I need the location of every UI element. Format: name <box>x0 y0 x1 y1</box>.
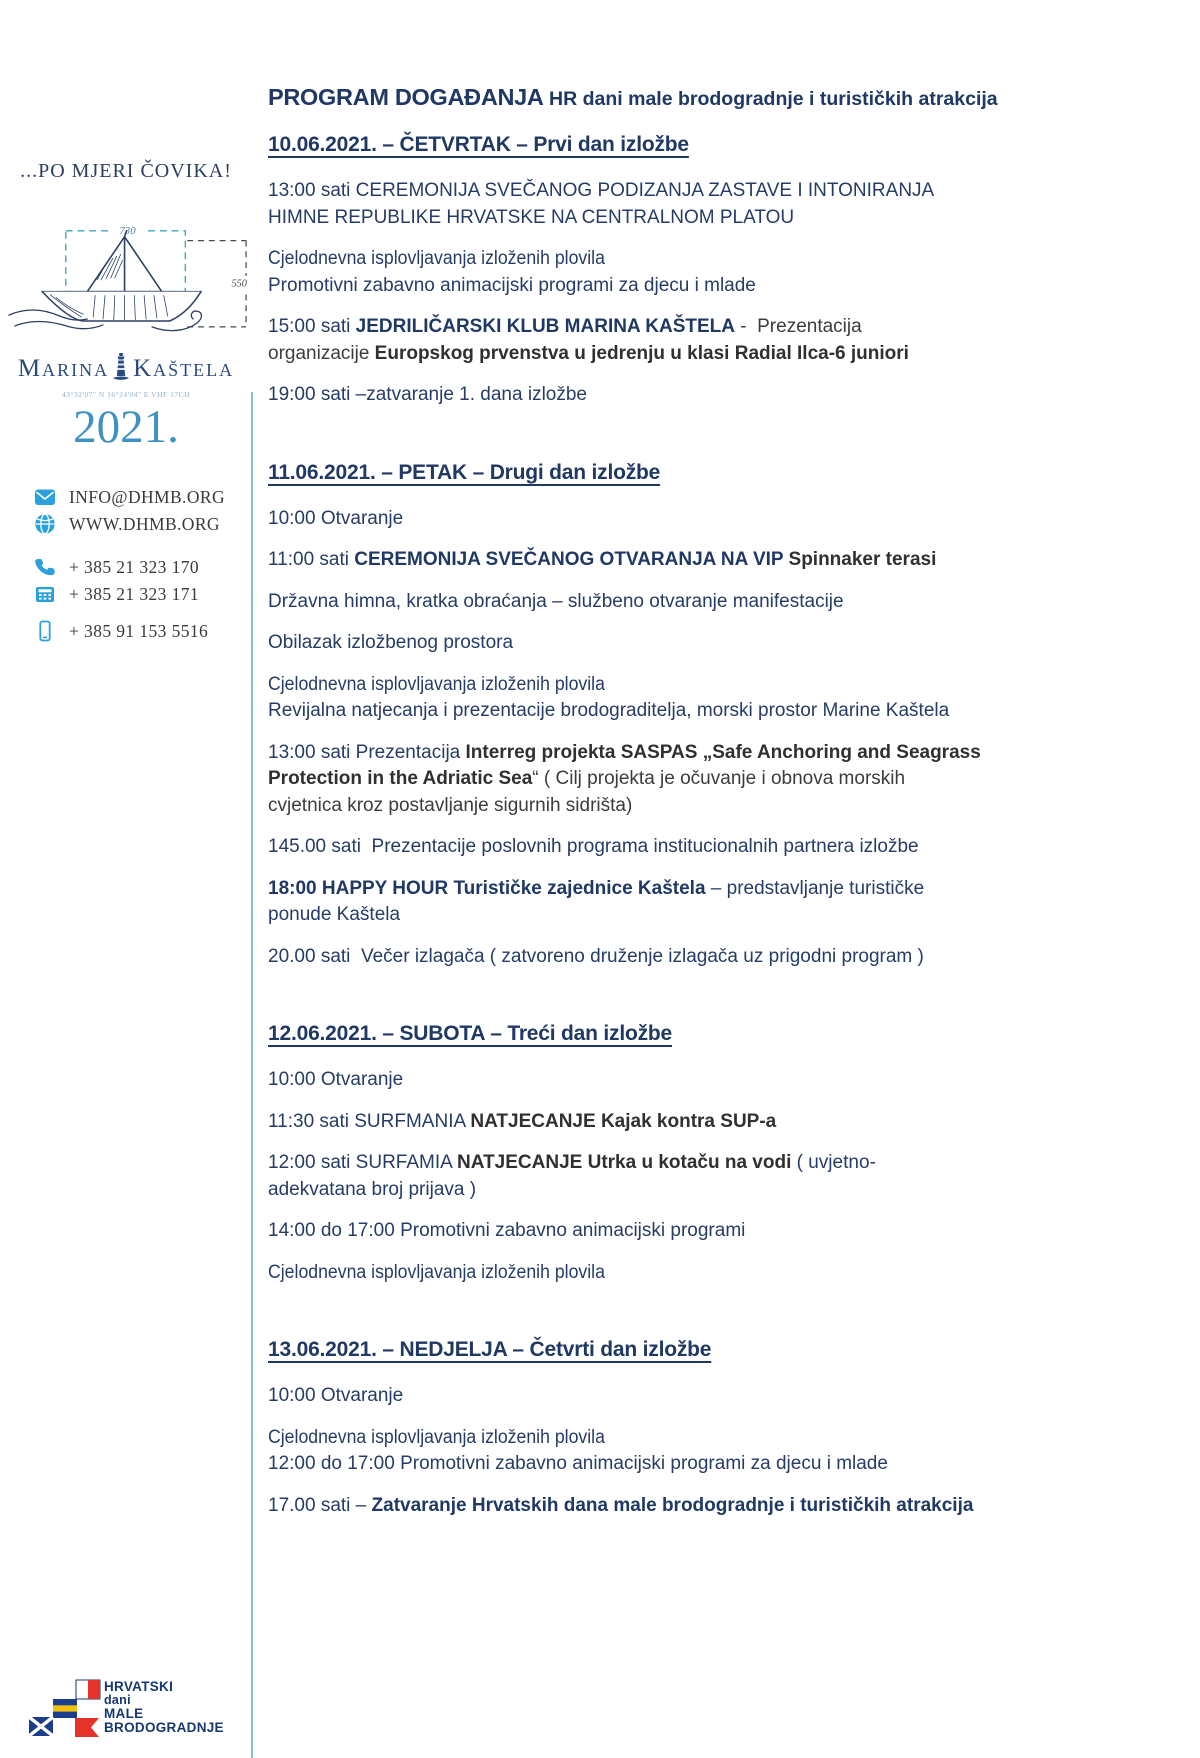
contact-email-text: INFO@DHMB.ORG <box>69 486 225 507</box>
text-run: HIMNE REPUBLIKE HRVATSKE NA CENTRALNOM PLATOU <box>268 206 795 228</box>
text-run: Cjelodnevna isplovljavanja izloženih plovila <box>268 248 605 269</box>
mobile-icon <box>34 620 56 642</box>
text-run: Europskog prvenstva u jedrenju u klasi Radial Ilca-6 juniori <box>374 342 909 364</box>
event-line <box>268 1383 1058 1410</box>
event-line <box>268 876 1058 903</box>
text-run: 18:00 HAPPY HOUR Turističke zajednice Kaštela <box>268 877 706 899</box>
text-run: 10:00 Otvaranje <box>268 1385 404 1406</box>
text-run: NATJECANJE Utrka u kotaču na vodi <box>457 1152 792 1173</box>
text-run: 14:00 do 17:00 Promotivni zabavno animacijski programi <box>268 1220 746 1241</box>
marina-tagline: ...PO MJERI ČOVIKA! <box>20 160 232 182</box>
event-line <box>268 1451 1058 1478</box>
text-run: ponude Kaštela <box>268 904 401 925</box>
event-paragraph <box>268 1260 1058 1287</box>
brand-name-right: Kaštela <box>133 355 235 382</box>
event-paragraph <box>268 630 1058 657</box>
text-run: Cjelodnevna isplovljavanja izloženih plovila <box>268 1426 605 1448</box>
event-line <box>268 1260 1058 1287</box>
event-paragraph <box>268 589 1058 616</box>
event-paragraph <box>268 1067 1058 1094</box>
event-line <box>268 672 1058 699</box>
text-run: cvjetnica kroz postavljanje sigurnih sidrišta) <box>268 794 633 816</box>
day-section <box>268 1338 1058 1519</box>
event-line <box>268 382 1058 409</box>
boat-width-label: 730 <box>119 224 136 237</box>
brand-name-left: Marina <box>17 355 110 382</box>
paper-boat-icon <box>5 200 250 345</box>
event-line <box>268 246 1058 273</box>
text-run: organizacije <box>268 342 375 364</box>
lighthouse-icon <box>111 352 131 389</box>
event-paragraph <box>268 944 1058 971</box>
event-paragraph <box>268 740 1058 820</box>
text-run: CEREMONIJA SVEČANOG OTVARANJA NA VIP <box>354 549 789 570</box>
contact-block <box>34 486 244 647</box>
event-line <box>268 1150 1058 1177</box>
event-paragraph <box>268 1493 1058 1520</box>
boat-height-label: 550 <box>231 278 247 290</box>
event-line <box>268 1218 1058 1245</box>
text-run: 145.00 sati Prezentacije poslovnih programa institucionalnih partnera izložbe <box>268 836 919 857</box>
program-days <box>268 133 1058 1519</box>
contact-website-text: WWW.DHMB.ORG <box>69 513 220 534</box>
text-run: 12:00 do 17:00 Promotivni zabavno animacijski programi za djecu i mlade <box>268 1453 888 1474</box>
text-run: Državna himna, kratka obraćanja – službeno otvaranje manifestacije <box>268 590 844 612</box>
brand-year: 2021. <box>73 401 179 453</box>
globe-icon <box>34 513 56 535</box>
contact-phone-1-text: + 385 21 323 170 <box>69 556 200 577</box>
contact-fax-text: + 385 21 323 171 <box>69 583 200 604</box>
text-run: 20.00 sati Večer izlagača ( zatvoreno druženje izlagača uz prigodni program ) <box>268 945 924 967</box>
event-line <box>268 834 1058 861</box>
text-run: 11:30 sati SURFMANIA <box>268 1110 471 1132</box>
event-line <box>268 547 1058 574</box>
text-run: Cjelodnevna isplovljavanja izloženih plovila <box>268 673 605 695</box>
day-heading: 10.06.2021. – ČETVRTAK – Prvi dan izložbe <box>268 133 689 156</box>
text-run: 13:00 sati CEREMONIJA SVEČANOG PODIZANJA ZASTAVE I INTONIRANJA <box>268 180 935 201</box>
contact-website <box>34 513 244 535</box>
text-run: – predstavljanje turističke <box>705 877 925 899</box>
text-run: Promotivni zabavno animacijski programi za djecu i mlade <box>268 274 756 296</box>
event-paragraph <box>268 1218 1058 1245</box>
fax-icon <box>34 583 56 605</box>
event-line <box>268 740 1058 767</box>
text-run: Cjelodnevna isplovljavanja izloženih plovila <box>268 1261 605 1283</box>
event-paragraph <box>268 834 1058 861</box>
day-heading: 13.06.2021. – NEDJELJA – Četvrti dan izložbe <box>268 1338 712 1361</box>
text-run: 15:00 sati <box>268 316 356 337</box>
text-run: ( uvjetno- <box>791 1152 876 1173</box>
day-section <box>268 133 1058 409</box>
event-line <box>268 506 1058 533</box>
event-paragraph <box>268 506 1058 533</box>
event-paragraph <box>268 314 1058 367</box>
hrvatski-dani-logo <box>28 1676 248 1742</box>
event-paragraph <box>268 382 1058 409</box>
event-line <box>268 1425 1058 1452</box>
text-run: Protection in the Adriatic Sea <box>268 768 533 789</box>
text-run: Obilazak izložbenog prostora <box>268 632 514 653</box>
paper-boat-sketch <box>5 200 250 345</box>
event-line <box>268 205 1058 232</box>
spacer <box>34 540 244 556</box>
day-heading: 11.06.2021. – PETAK – Drugi dan izložbe <box>268 460 661 484</box>
event-line <box>268 944 1058 971</box>
event-line <box>268 341 1058 368</box>
text-run: „Safe Anchoring and Seagrass <box>702 741 981 763</box>
event-line <box>268 1493 1058 1520</box>
event-paragraph <box>268 1383 1058 1410</box>
contact-mobile <box>34 620 244 642</box>
signal-flags-icon <box>28 1676 103 1738</box>
text-run: 13:00 sati Prezentacija <box>268 741 466 763</box>
envelope-icon <box>34 486 56 508</box>
hrvatski-dani-text <box>104 1680 224 1734</box>
program-column <box>268 84 1058 1534</box>
text-run: “ ( Cilj projekta je očuvanje i obnova morskih <box>532 768 906 789</box>
text-run: Interreg projekta SASPAS <box>465 741 703 763</box>
text-run: Spinnaker terasi <box>788 549 937 570</box>
logo-line-2: dani <box>104 1692 131 1707</box>
page-title <box>268 84 1058 111</box>
sidebar <box>0 0 252 1758</box>
text-run: 12:00 sati SURFAMIA <box>268 1152 458 1173</box>
event-line <box>268 1177 1058 1204</box>
event-paragraph <box>268 547 1058 574</box>
title-main: PROGRAM DOGAĐANJA <box>268 84 544 110</box>
text-run: Zatvaranje Hrvatskih dana male brodogradnje i turističkih atrakcija <box>371 1494 974 1516</box>
logo-line-3: MALE <box>104 1706 144 1721</box>
event-line <box>268 766 1058 793</box>
event-line <box>268 902 1058 929</box>
phone-icon <box>34 556 56 578</box>
event-line <box>268 178 1058 205</box>
text-run: NATJECANJE Kajak kontra SUP-a <box>470 1110 777 1132</box>
text-run: 10:00 Otvaranje <box>268 507 404 529</box>
contact-phone-1 <box>34 556 244 578</box>
sidebar-divider-line <box>251 392 253 1758</box>
text-run: JEDRILIČARSKI KLUB MARINA KAŠTELA <box>355 316 735 337</box>
boat-lines <box>9 231 202 331</box>
text-run: - Prezentacija <box>734 316 862 337</box>
event-paragraph <box>268 178 1058 231</box>
spacer <box>34 610 244 620</box>
text-run: 17.00 sati – <box>268 1494 372 1516</box>
title-subtitle: HR dani male brodogradnje i turističkih atrakcija <box>543 88 998 110</box>
event-paragraph <box>268 876 1058 929</box>
event-paragraph <box>268 1425 1058 1478</box>
contact-email <box>34 486 244 508</box>
event-line <box>268 314 1058 341</box>
event-paragraph <box>268 1150 1058 1203</box>
event-paragraph <box>268 246 1058 299</box>
event-line <box>268 1067 1058 1094</box>
event-paragraph <box>268 1109 1058 1136</box>
text-run: Revijalna natjecanja i prezentacije brodograditelja, morski prostor Marine Kaštela <box>268 700 950 721</box>
contact-mobile-text: + 385 91 153 5516 <box>69 620 209 641</box>
text-run: 10:00 Otvaranje <box>268 1069 404 1090</box>
text-run: 11:00 sati <box>268 549 355 570</box>
logo-line-4: BRODOGRADNJE <box>104 1719 224 1735</box>
text-run: 19:00 sati –zatvaranje 1. dana izložbe <box>268 384 587 405</box>
brand-coordinates: 43°32'07" N 16°24'04" E VHF 17CH <box>62 390 190 399</box>
event-line <box>268 589 1058 616</box>
day-heading: 12.06.2021. – SUBOTA – Treći dan izložbe <box>268 1022 673 1045</box>
contact-fax <box>34 583 244 605</box>
marina-kastela-logo <box>0 352 252 389</box>
event-line <box>268 1109 1058 1136</box>
logo-line-1: HRVATSKI <box>104 1679 174 1694</box>
text-run: adekvatana broj prijava ) <box>268 1178 477 1200</box>
event-paragraph <box>268 672 1058 725</box>
event-line <box>268 273 1058 300</box>
event-line <box>268 793 1058 820</box>
day-section <box>268 461 1058 971</box>
event-line <box>268 630 1058 657</box>
event-line <box>268 698 1058 725</box>
day-section <box>268 1022 1058 1286</box>
